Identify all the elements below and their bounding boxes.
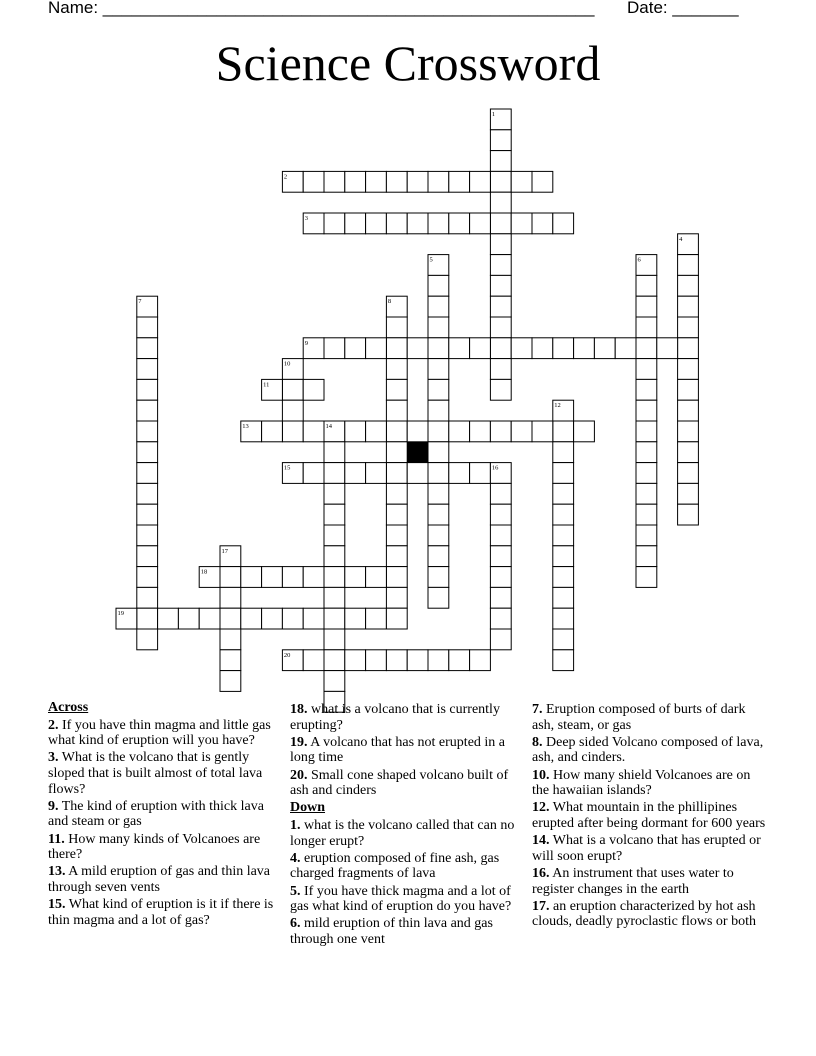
grid-cell[interactable] [386, 650, 407, 671]
grid-cell[interactable] [241, 608, 262, 629]
grid-cell[interactable] [470, 171, 491, 192]
grid-cell[interactable] [324, 463, 345, 484]
grid-cell[interactable] [636, 442, 657, 463]
grid-cell[interactable] [386, 171, 407, 192]
grid-cell[interactable] [678, 400, 699, 421]
grid-cell[interactable] [553, 442, 574, 463]
clue-number: 1. [290, 817, 301, 833]
down-clue [532, 702, 768, 733]
grid-cell[interactable] [324, 671, 345, 692]
clue-number: 16. [532, 865, 550, 881]
grid-cell[interactable] [678, 463, 699, 484]
grid-cell[interactable] [324, 213, 345, 234]
grid-cell[interactable] [137, 504, 158, 525]
grid-cell[interactable] [490, 255, 511, 276]
grid-cell[interactable] [490, 130, 511, 151]
grid-cell[interactable] [137, 629, 158, 650]
grid-clue-number: 2 [283, 173, 288, 181]
grid-cell[interactable] [449, 171, 470, 192]
down-clue [532, 735, 768, 766]
grid-cell[interactable] [386, 525, 407, 546]
grid-cell[interactable] [428, 504, 449, 525]
grid-cell[interactable] [366, 650, 387, 671]
down-clue [290, 851, 522, 882]
grid-cell[interactable] [490, 171, 511, 192]
grid-cell[interactable] [137, 483, 158, 504]
clue-number: 19. [290, 734, 308, 750]
grid-cell[interactable] [490, 546, 511, 567]
down-clue [290, 818, 522, 849]
grid-cell[interactable] [678, 296, 699, 317]
grid-cell[interactable] [428, 587, 449, 608]
grid-cell[interactable] [678, 317, 699, 338]
grid-cell[interactable] [678, 379, 699, 400]
grid-cell[interactable] [553, 587, 574, 608]
grid-cell[interactable] [574, 338, 595, 359]
clue-text: Small cone shaped volcano built of ash and cinders [290, 767, 509, 799]
down-clue [290, 884, 522, 915]
clue-text: an eruption characterized by hot ash clouds, deadly pyroclastic flows or both [532, 898, 756, 930]
clues-column-2 [290, 702, 522, 949]
grid-cell[interactable] [636, 463, 657, 484]
grid-cell[interactable] [178, 608, 199, 629]
grid-cell[interactable] [511, 171, 532, 192]
grid-cell[interactable] [490, 567, 511, 588]
grid-clue-number: 5 [429, 256, 433, 264]
down-clue [532, 866, 768, 897]
grid-cell[interactable] [636, 567, 657, 588]
clue-text: If you have thick magma and a lot of gas what kind of eruption do you have? [290, 883, 512, 915]
across-clue-list-part-2 [290, 702, 522, 799]
across-clue [48, 718, 280, 749]
grid-cell[interactable] [532, 421, 553, 442]
clue-number: 7. [532, 702, 543, 717]
down-clue-list-part-2 [532, 702, 768, 930]
grid-cell[interactable] [428, 400, 449, 421]
down-clue [532, 768, 768, 799]
grid-cell[interactable] [324, 567, 345, 588]
grid-cell[interactable] [137, 400, 158, 421]
grid-cell[interactable] [158, 608, 179, 629]
grid-cell[interactable] [490, 338, 511, 359]
grid-cell[interactable] [553, 504, 574, 525]
grid-clue-number: 20 [283, 651, 291, 659]
blocked-cell [407, 442, 428, 463]
grid-cell[interactable] [470, 650, 491, 671]
grid-cell[interactable] [220, 587, 241, 608]
grid-cell[interactable] [303, 650, 324, 671]
grid-cell[interactable] [386, 608, 407, 629]
clue-text: A volcano that has not erupted in a long time [290, 734, 506, 766]
grid-cell[interactable] [490, 629, 511, 650]
grid-cell[interactable] [324, 338, 345, 359]
grid-cell[interactable] [490, 192, 511, 213]
grid-cell[interactable] [428, 296, 449, 317]
grid-cell[interactable] [636, 400, 657, 421]
grid-clue-number: 11 [263, 381, 270, 389]
grid-clue-number: 4 [679, 235, 683, 243]
grid-cell[interactable] [428, 275, 449, 296]
grid-cell[interactable] [553, 421, 574, 442]
grid-cell[interactable] [428, 463, 449, 484]
grid-cell[interactable] [345, 421, 366, 442]
grid-cell[interactable] [386, 442, 407, 463]
grid-cell[interactable] [449, 421, 470, 442]
grid-cell[interactable] [553, 525, 574, 546]
grid-cell[interactable] [678, 421, 699, 442]
clue-number: 3. [48, 750, 59, 766]
grid-cell[interactable] [490, 213, 511, 234]
clue-number: 17. [532, 898, 550, 914]
grid-cell[interactable] [470, 421, 491, 442]
grid-cell[interactable] [345, 608, 366, 629]
grid-cell[interactable] [137, 338, 158, 359]
grid-cell[interactable] [137, 567, 158, 588]
grid-cell[interactable] [386, 338, 407, 359]
grid-cell[interactable] [345, 338, 366, 359]
grid-cell[interactable] [366, 338, 387, 359]
grid-cell[interactable] [407, 338, 428, 359]
grid-clue-number: 6 [637, 256, 641, 264]
grid-cell[interactable] [490, 379, 511, 400]
grid-cell[interactable] [678, 359, 699, 380]
grid-cell[interactable] [366, 463, 387, 484]
grid-clue-number: 7 [138, 298, 142, 306]
grid-cell[interactable] [386, 379, 407, 400]
across-clue [290, 768, 522, 799]
grid-cell[interactable] [220, 567, 241, 588]
grid-cell[interactable] [449, 463, 470, 484]
grid-cell[interactable] [553, 338, 574, 359]
grid-cell[interactable] [490, 608, 511, 629]
grid-cell[interactable] [324, 171, 345, 192]
clue-number: 15. [48, 897, 66, 913]
grid-cell[interactable] [137, 587, 158, 608]
grid-cell[interactable] [657, 338, 678, 359]
down-clue-list-part-1 [290, 818, 522, 948]
grid-cell[interactable] [428, 650, 449, 671]
grid-cell[interactable] [366, 213, 387, 234]
grid-cell[interactable] [386, 317, 407, 338]
grid-clue-number: 3 [304, 215, 308, 222]
across-clue-list-part-1 [48, 718, 280, 929]
across-clue [48, 799, 280, 830]
grid-cell[interactable] [490, 275, 511, 296]
grid-cell[interactable] [386, 213, 407, 234]
grid-cell[interactable] [220, 650, 241, 671]
grid-cell[interactable] [345, 171, 366, 192]
grid-cell[interactable] [345, 213, 366, 234]
clue-text: Deep sided Volcano composed of lava, ash, and cinders. [532, 734, 764, 766]
clue-text: An instrument that uses water to register changes in the earth [532, 865, 734, 897]
grid-cell[interactable] [553, 629, 574, 650]
grid-cell[interactable] [636, 525, 657, 546]
grid-cell[interactable] [553, 463, 574, 484]
grid-clue-number: 16 [491, 464, 499, 472]
grid-cell[interactable] [490, 525, 511, 546]
grid-cell[interactable] [678, 255, 699, 276]
grid-cell[interactable] [553, 567, 574, 588]
grid-cell[interactable] [366, 421, 387, 442]
clue-text: How many shield Volcanoes are on the hawaiian islands? [532, 767, 751, 799]
grid-cell[interactable] [428, 567, 449, 588]
clue-number: 8. [532, 734, 543, 750]
clue-number: 11. [48, 831, 65, 847]
grid-cell[interactable] [532, 213, 553, 234]
grid-cell[interactable] [324, 483, 345, 504]
clue-text: The kind of eruption with thick lava and steam or gas [48, 798, 264, 830]
grid-cell[interactable] [428, 359, 449, 380]
grid-cell[interactable] [636, 546, 657, 567]
across-clue [290, 735, 522, 766]
grid-cell[interactable] [511, 421, 532, 442]
clue-text: If you have thin magma and little gas what kind of eruption will you have? [48, 717, 271, 749]
clue-number: 12. [532, 800, 550, 816]
grid-cell[interactable] [470, 338, 491, 359]
grid-cell[interactable] [636, 296, 657, 317]
grid-cell[interactable] [137, 317, 158, 338]
grid-clue-number: 8 [387, 298, 392, 306]
grid-cell[interactable] [511, 338, 532, 359]
grid-cell[interactable] [678, 275, 699, 296]
grid-cell[interactable] [282, 608, 303, 629]
down-clue [532, 899, 768, 930]
grid-clue-number: 9 [304, 339, 308, 347]
grid-cell[interactable] [511, 213, 532, 234]
grid-cell[interactable] [137, 463, 158, 484]
grid-cell[interactable] [366, 608, 387, 629]
grid-cell[interactable] [615, 338, 636, 359]
grid-cell[interactable] [262, 421, 283, 442]
grid-cell[interactable] [636, 359, 657, 380]
grid-cell[interactable] [490, 587, 511, 608]
grid-cell[interactable] [303, 608, 324, 629]
grid-cell[interactable] [282, 421, 303, 442]
across-heading: Across [48, 700, 89, 715]
grid-cell[interactable] [636, 421, 657, 442]
grid-cell[interactable] [324, 546, 345, 567]
grid-cell[interactable] [345, 567, 366, 588]
grid-cell[interactable] [428, 442, 449, 463]
clue-text: eruption composed of fine ash, gas charged fragments of lava [290, 850, 500, 882]
grid-cell[interactable] [490, 504, 511, 525]
grid-cell[interactable] [490, 317, 511, 338]
grid-cell[interactable] [574, 421, 595, 442]
clue-text: What is a volcano that has erupted or will soon erupt? [532, 833, 761, 864]
grid-cell[interactable] [137, 379, 158, 400]
clue-text: Eruption composed of burts of dark ash, steam, or gas [532, 702, 746, 733]
grid-cell[interactable] [386, 504, 407, 525]
grid-clue-number: 17 [221, 547, 228, 555]
down-clue [532, 833, 768, 864]
grid-cell[interactable] [303, 463, 324, 484]
grid-cell[interactable] [386, 567, 407, 588]
grid-cell[interactable] [137, 525, 158, 546]
clues-column-3 [532, 702, 768, 931]
clue-text: What kind of eruption is it if there is thin magma and a lot of gas? [48, 897, 274, 928]
grid-cell[interactable] [428, 317, 449, 338]
grid-cell[interactable] [449, 650, 470, 671]
grid-cell[interactable] [407, 650, 428, 671]
grid-cell[interactable] [407, 463, 428, 484]
grid-cell[interactable] [241, 567, 262, 588]
grid-cell[interactable] [449, 338, 470, 359]
page-title: Science Crossword [215, 35, 601, 91]
grid-clue-number: 12 [554, 402, 561, 410]
grid-cell[interactable] [678, 483, 699, 504]
clue-number: 6. [290, 916, 301, 932]
grid-cell[interactable] [636, 338, 657, 359]
clue-number: 20. [290, 767, 308, 783]
across-clue [48, 832, 280, 863]
grid-cell[interactable] [366, 567, 387, 588]
grid-cell[interactable] [386, 587, 407, 608]
grid-cell[interactable] [262, 608, 283, 629]
grid-clue-number: 13 [242, 423, 249, 430]
grid-cell[interactable] [137, 608, 158, 629]
grid-cell[interactable] [490, 296, 511, 317]
grid-cell[interactable] [324, 608, 345, 629]
grid-clue-number: 10 [283, 360, 291, 368]
grid-cell[interactable] [532, 338, 553, 359]
grid-cell[interactable] [324, 504, 345, 525]
grid-cell[interactable] [678, 504, 699, 525]
grid-cell[interactable] [407, 171, 428, 192]
down-heading: Down [290, 800, 326, 816]
clue-text: mild eruption of thin lava and gas through one vent [290, 916, 493, 947]
grid-cell[interactable] [636, 317, 657, 338]
grid-cell[interactable] [199, 608, 220, 629]
grid-cell[interactable] [553, 650, 574, 671]
grid-cell[interactable] [386, 359, 407, 380]
grid-cell[interactable] [636, 504, 657, 525]
grid-cell[interactable] [345, 463, 366, 484]
grid-cell[interactable] [428, 421, 449, 442]
grid-cell[interactable] [386, 546, 407, 567]
grid-cell[interactable] [470, 463, 491, 484]
grid-cell[interactable] [137, 359, 158, 380]
grid-cell[interactable] [532, 171, 553, 192]
grid-cell[interactable] [449, 213, 470, 234]
clue-text: How many kinds of Volcanoes are there? [48, 831, 261, 863]
clue-number: 4. [290, 850, 301, 866]
down-clue [532, 800, 768, 831]
clue-text: What is the volcano that is gently sloped that is built almost of total lava flows? [48, 750, 263, 797]
grid-cell[interactable] [282, 400, 303, 421]
grid-cell[interactable] [636, 275, 657, 296]
grid-cell[interactable] [220, 671, 241, 692]
grid-cell[interactable] [490, 483, 511, 504]
down-clue [290, 916, 522, 947]
grid-cell[interactable] [678, 442, 699, 463]
grid-cell[interactable] [137, 442, 158, 463]
clue-number: 5. [290, 883, 301, 899]
clue-number: 14. [532, 833, 550, 849]
clue-number: 18. [290, 702, 308, 717]
date-field[interactable]: Date: _______ [627, 0, 739, 17]
grid-cell[interactable] [386, 400, 407, 421]
grid-cell[interactable] [282, 379, 303, 400]
grid-cell[interactable] [428, 379, 449, 400]
grid-cell[interactable] [428, 525, 449, 546]
clue-number: 10. [532, 767, 550, 783]
grid-cell[interactable] [137, 421, 158, 442]
clue-text: A mild eruption of gas and thin lava through seven vents [48, 864, 271, 895]
grid-cell[interactable] [345, 650, 366, 671]
clue-number: 9. [48, 798, 59, 814]
grid-clue-number: 1 [491, 111, 496, 118]
grid-cell[interactable] [428, 338, 449, 359]
grid-clue-number: 19 [117, 610, 124, 618]
across-clue [48, 750, 280, 797]
grid-clue-number: 14 [325, 423, 332, 430]
grid-cell[interactable] [428, 483, 449, 504]
clue-text: what is the volcano called that can no longer erupt? [290, 817, 515, 849]
grid-cell[interactable] [324, 629, 345, 650]
across-clue [48, 864, 280, 895]
name-field[interactable]: Name: ____________________________________________________ [48, 0, 595, 17]
grid-cell[interactable] [470, 213, 491, 234]
across-clue [290, 702, 522, 733]
grid-cell[interactable] [386, 463, 407, 484]
grid-cell[interactable] [407, 421, 428, 442]
clues-column-1 [48, 700, 280, 930]
grid-cell[interactable] [262, 567, 283, 588]
grid-cell[interactable] [137, 546, 158, 567]
grid-cell[interactable] [636, 483, 657, 504]
grid-cell[interactable] [407, 213, 428, 234]
grid-cell[interactable] [220, 629, 241, 650]
grid-cell[interactable] [428, 546, 449, 567]
grid-cell[interactable] [490, 151, 511, 172]
grid-cell[interactable] [324, 442, 345, 463]
grid-cell[interactable] [324, 650, 345, 671]
grid-cell[interactable] [366, 171, 387, 192]
grid-cell[interactable] [386, 483, 407, 504]
grid-clue-number: 15 [283, 464, 291, 472]
grid-cell[interactable] [490, 234, 511, 255]
grid-cell[interactable] [553, 213, 574, 234]
grid-cell[interactable] [428, 171, 449, 192]
grid-cell[interactable] [303, 379, 324, 400]
grid-cell[interactable] [303, 171, 324, 192]
clue-text: What mountain in the phillipines erupted after being dormant for 600 years [532, 800, 766, 831]
clue-number: 13. [48, 864, 66, 880]
grid-cell[interactable] [490, 359, 511, 380]
grid-cell[interactable] [594, 338, 615, 359]
grid-cell[interactable] [553, 546, 574, 567]
grid-cell[interactable] [303, 421, 324, 442]
grid-cell[interactable] [303, 567, 324, 588]
grid-clue-number: 18 [200, 568, 208, 576]
grid-cell[interactable] [428, 213, 449, 234]
grid-cell[interactable] [678, 338, 699, 359]
grid-cell[interactable] [636, 379, 657, 400]
grid-cell[interactable] [553, 608, 574, 629]
across-clue [48, 897, 280, 928]
clue-text: what is a volcano that is currently erupting? [290, 702, 500, 733]
grid-cell[interactable] [324, 525, 345, 546]
grid-cell[interactable] [220, 608, 241, 629]
grid-cell[interactable] [490, 421, 511, 442]
grid-cell[interactable] [282, 567, 303, 588]
grid-cell[interactable] [324, 587, 345, 608]
grid-cell[interactable] [386, 421, 407, 442]
grid-cell[interactable] [553, 483, 574, 504]
clue-number: 2. [48, 717, 59, 733]
